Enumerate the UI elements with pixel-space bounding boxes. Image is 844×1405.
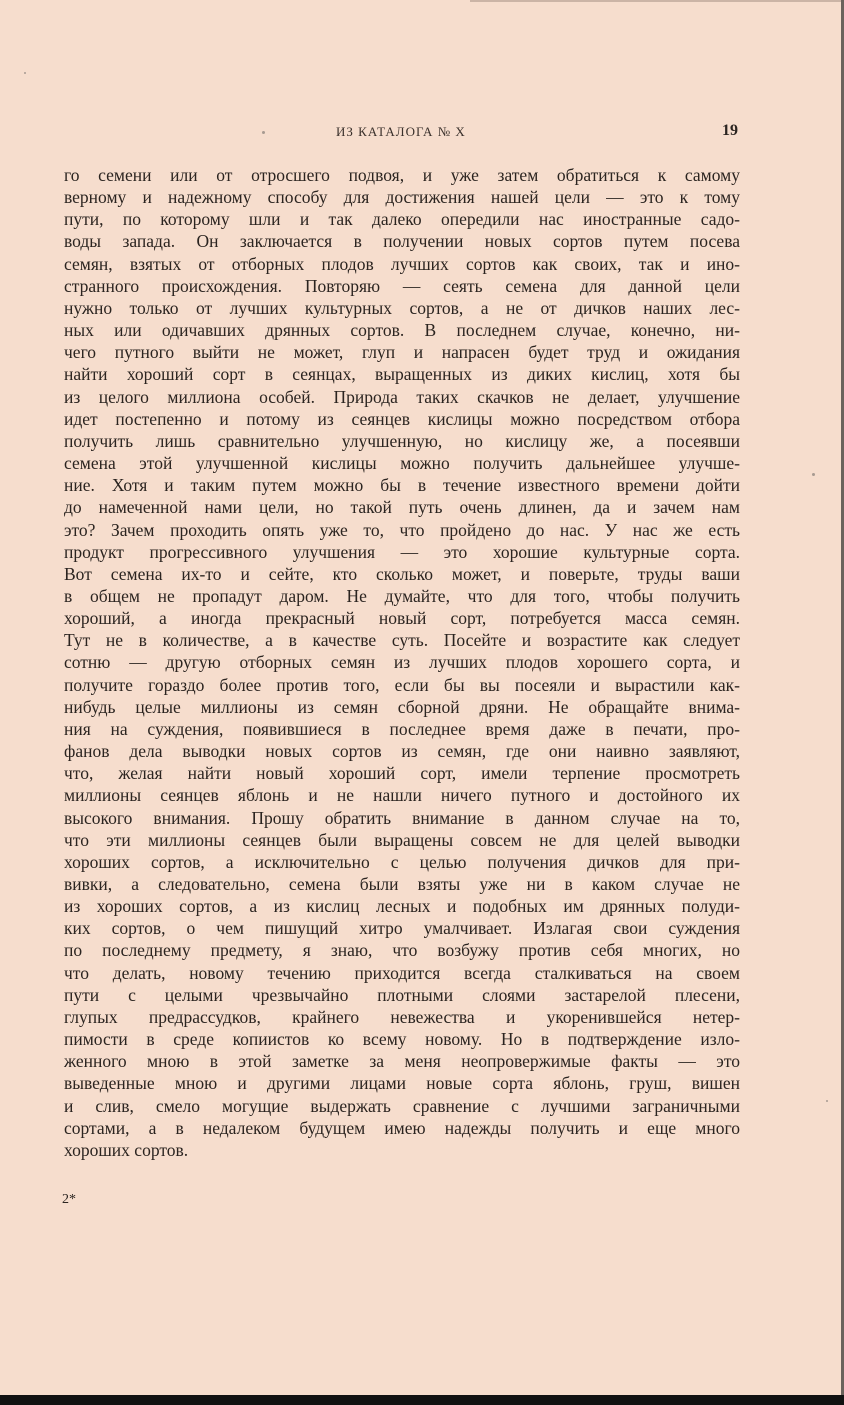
text-line: идет постепенно и потому из сеянцев кислицы можно посредством отбора xyxy=(64,408,740,429)
text-line: выведенные мною и другими лицами новые сорта яблонь, груш, вишен xyxy=(64,1073,740,1094)
text-line: ние. Хотя и таким путем можно бы в течение известного времени дойти xyxy=(64,475,740,496)
text-line: что эти миллионы сеянцев были выращены совсем не для целей выводки xyxy=(64,829,740,850)
text-line: найти хороший сорт в сеянцах, выращенных из диких кислиц, хотя бы xyxy=(64,364,740,385)
text-line: ных или одичавших дрянных сортов. В последнем случае, конечно, ни- xyxy=(64,320,740,341)
text-line: воды запада. Он заключается в получении новых сортов путем посева xyxy=(64,231,740,252)
print-speck xyxy=(262,131,265,134)
text-line: нужно только от лучших культурных сортов, а не от дичков наших лес- xyxy=(64,297,740,318)
text-line: что, желая найти новый хороший сорт, имели терпение просмотреть xyxy=(64,763,740,784)
text-line: по последнему предмету, я знаю, что возбужу против себя многих, но xyxy=(64,940,740,961)
text-line: пути, по которому шли и так далеко опередили нас иностранные садо- xyxy=(64,209,740,230)
text-line: из целого миллиона особей. Природа таких скачков не делает, улучшение xyxy=(64,386,740,407)
body-text xyxy=(64,164,740,1161)
text-line: сотню — другую отборных семян из лучших плодов хорошего сорта, и xyxy=(64,652,740,673)
page-top-edge xyxy=(470,0,844,2)
print-speck xyxy=(812,473,815,476)
text-line: Тут не в количестве, а в качестве суть. Посейте и возрастите как следует xyxy=(64,630,740,651)
text-line: из хороших сортов, а из кислиц лесных и подобных им дрянных полуди- xyxy=(64,896,740,917)
text-line: хороших сортов, а исключительно с целью получения дичков для при- xyxy=(64,851,740,872)
text-line: семян, взятых от отборных плодов лучших сортов как своих, так и ино- xyxy=(64,253,740,274)
text-line: получите гораздо более против того, если бы вы посеяли и вырастили как- xyxy=(64,674,740,695)
text-line: сортами, а в недалеком будущем имею надежды получить и еще много xyxy=(64,1117,740,1138)
text-line: странного происхождения. Повторяю — сеять семена для данной цели xyxy=(64,275,740,296)
text-line: Вот семена их-то и сейте, кто сколько может, и поверьте, труды ваши xyxy=(64,563,740,584)
text-line: что делать, новому течению приходится всегда сталкиваться на своем xyxy=(64,962,740,983)
text-line: вивки, а следовательно, семена были взяты уже ни в каком случае не xyxy=(64,874,740,894)
text-line: до намеченной нами цели, но такой путь очень длинен, да и зачем нам xyxy=(64,497,740,518)
text-line: пимости в среде копиистов ко всему новому. Но в подтверждение изло- xyxy=(64,1029,740,1050)
print-speck xyxy=(826,1100,828,1102)
text-line: в общем не пропадут даром. Не думайте, что для того, чтобы получить xyxy=(64,585,740,606)
text-line: ких сортов, о чем пишущий хитро умалчивает. Излагая свои суждения xyxy=(64,918,740,939)
running-title: ИЗ КАТАЛОГА № X xyxy=(336,124,466,139)
text-line: глупых предрассудков, крайнего невежества и укоренившейся нетер- xyxy=(64,1006,740,1027)
text-line: получить лишь сравнительно улучшенную, но кислицу же, а посеявши xyxy=(64,430,740,451)
text-line: и слив, смело могущие выдержать сравнение с лучшими заграничными xyxy=(64,1095,740,1116)
text-line: ния на суждения, появившиеся в последнее время даже в печати, про- xyxy=(64,718,740,739)
text-line: женного мною в этой заметке за меня неопровержимые факты — это xyxy=(64,1051,740,1072)
text-line: высокого внимания. Прошу обратить внимание в данном случае на то, xyxy=(64,807,740,828)
text-line: го семени или от отросшего подвоя, и уже затем обратиться к самому xyxy=(64,165,740,185)
text-line: это? Зачем проходить опять уже то, что пройдено до нас. У нас же есть xyxy=(64,519,740,540)
page-number: 19 xyxy=(722,122,738,139)
text-line: продукт прогрессивного улучшения — это хорошие культурные сорта. xyxy=(64,541,740,562)
text-line: фанов дела выводки новых сортов из семян, где они наивно заявляют, xyxy=(64,741,740,762)
text-line: семена этой улучшенной кислицы можно получить дальнейшее улучше- xyxy=(64,453,740,474)
signature-mark: 2* xyxy=(62,1192,76,1207)
text-line: чего путного выйти не может, глуп и напрасен будет труд и ожидания xyxy=(64,342,740,363)
text-line: нибудь целые миллионы из семян сборной дряни. Не обращайте внима- xyxy=(64,696,740,717)
text-line: миллионы сеянцев яблонь и не нашли ничего путного и достойного их xyxy=(64,785,740,806)
text-line: пути с целыми чрезвычайно плотными слоями застарелой плесени, xyxy=(64,984,740,1005)
page-bottom-edge xyxy=(0,1395,844,1405)
print-speck xyxy=(24,72,26,74)
text-line: хороший, а иногда прекрасный новый сорт, потребуется масса семян. xyxy=(64,608,740,629)
text-line: хороших сортов. xyxy=(64,1139,189,1160)
text-line: верному и надежному способу для достижения нашей цели — это к тому xyxy=(64,187,740,208)
